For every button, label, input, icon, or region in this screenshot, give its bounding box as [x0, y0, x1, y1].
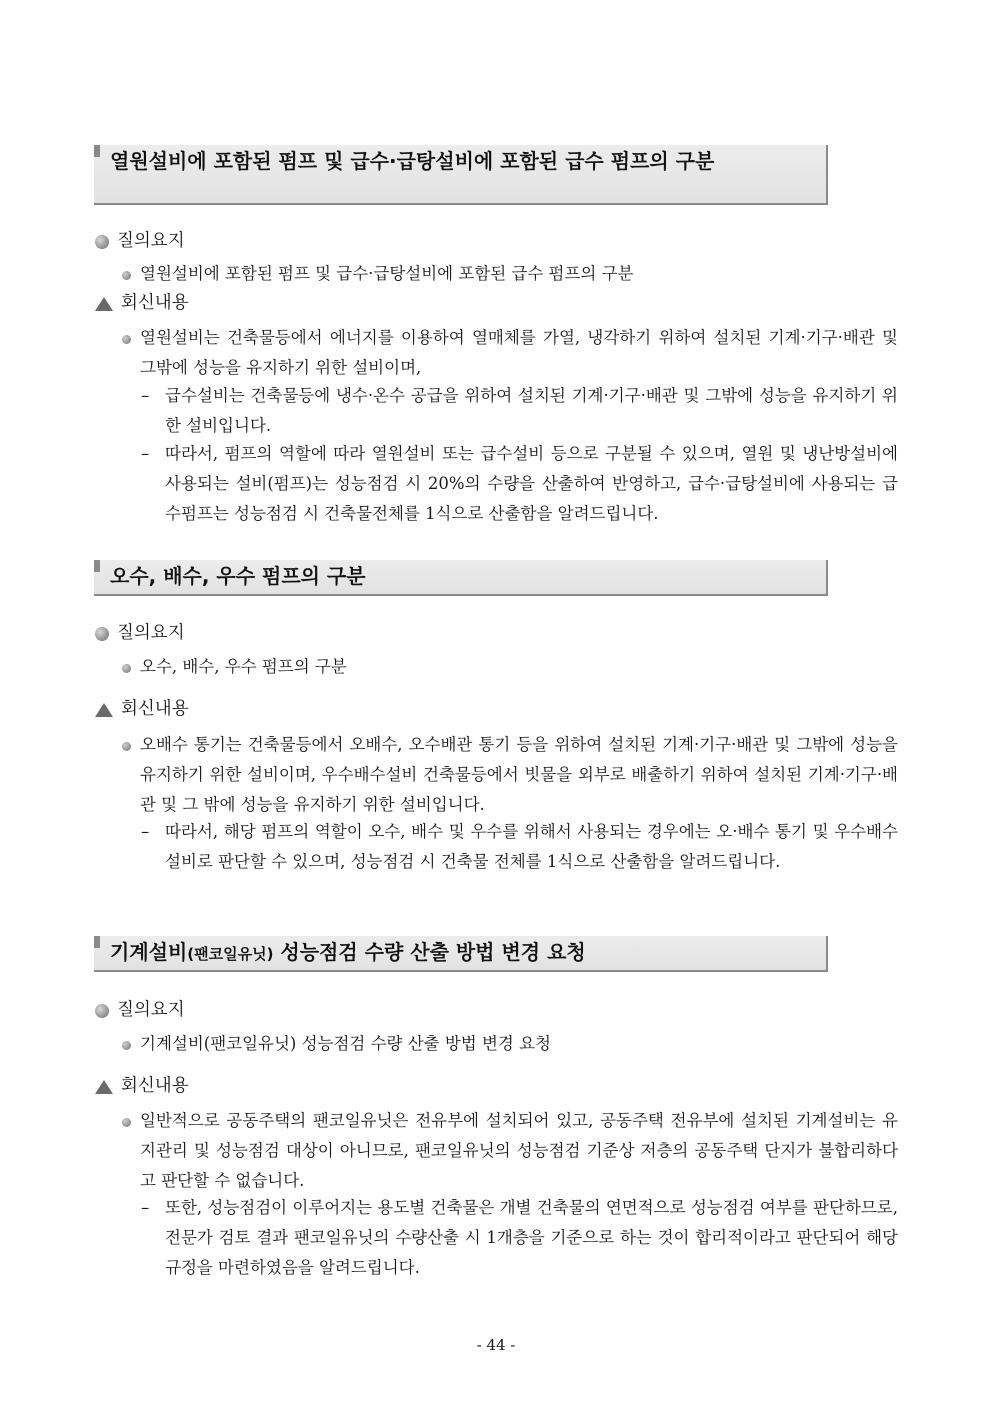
dash-mark: –: [141, 386, 150, 405]
answer-main: 열원설비는 건축물등에서 에너지를 이용하여 열매체를 가열, 냉각하기 위하여 설치된 기계·기구·배관 및 그밖에 성능을 유지하기 위한 설비이며,: [140, 323, 898, 383]
answer-sub: – 또한, 성능점검이 이루어지는 용도별 건축물은 개별 건축물의 연면적으로 성능점검 여부를 판단하므로, 전문가 검토 결과 팬코일유닛의 수량산출 시 1개층을 기준으로 하는 것이 합리적이라고 판단되어 해당 규정을 마련하였음을 알려드립니다.: [165, 1193, 898, 1283]
title-marker-icon: [94, 145, 100, 157]
title-marker-icon: [94, 936, 100, 948]
answer-triangle-icon: [95, 703, 113, 717]
bullet-dot-icon: [122, 1041, 131, 1050]
answer-heading: 회신내용: [95, 291, 189, 315]
answer-heading: 회신내용: [95, 697, 189, 721]
answer-sub: – 따라서, 펌프의 역할에 따라 열원설비 또는 급수설비 등으로 구분될 수 있으며, 열원 및 냉난방설비에 사용되는 설비(펌프)는 성능점검 시 20%의 수량을 산출하여 반영하고, 급수·급탕설비에 사용되는 급수펌프는 성능점검 시 건축물전체를 1식으로 산출함을 알려드립니다.: [165, 439, 898, 529]
answer-sub: – 급수설비는 건축물등에 냉수·온수 공급을 위하여 설치된 기계·기구·배관 및 그밖에 성능을 유지하기 위한 설비입니다.: [165, 381, 898, 441]
bullet-dot-icon: [122, 271, 131, 280]
section-title: 열원설비에 포함된 펌프 및 급수·급탕설비에 포함된 급수 펌프의 구분: [110, 149, 715, 173]
section-title: 오수, 배수, 우수 펌프의 구분: [110, 564, 366, 588]
page-number: - 44 -: [476, 1336, 516, 1354]
query-ball-icon: [95, 1004, 109, 1018]
answer-main: 오배수 통기는 건축물등에서 오배수, 오수배관 통기 등을 위하여 설치된 기계·기구·배관 및 그밖에 성능을 유지하기 위한 설비이며, 우수배수설비 건축물등에서 빗물을 외부로 배출하기 위하여 설치된 기계·기구·배관 및 그 밖에 성능을 유지하기 위한 설비입니다.: [140, 730, 898, 820]
title-marker-icon: [94, 560, 100, 572]
section-title-box: [94, 145, 828, 205]
bullet-dot-icon: [122, 742, 131, 751]
answer-heading: 회신내용: [95, 1074, 189, 1098]
dash-mark: –: [141, 444, 150, 463]
dash-mark: –: [141, 1198, 150, 1217]
section-title-box: [94, 936, 828, 972]
query-ball-icon: [95, 627, 109, 641]
query-ball-icon: [95, 235, 109, 249]
bullet-dot-icon: [122, 335, 131, 344]
answer-sub: – 따라서, 해당 펌프의 역할이 오수, 배수 및 우수를 위해서 사용되는 경우에는 오·배수 통기 및 우수배수 설비로 판단할 수 있으며, 성능점검 시 건축물 전체를 1식으로 산출함을 알려드립니다.: [165, 817, 898, 877]
section-title-box: [94, 560, 828, 596]
query-heading: 질의요지: [95, 621, 185, 645]
query-text: 기계설비(팬코일유닛) 성능점검 수량 산출 방법 변경 요청: [140, 1029, 898, 1059]
query-text: 열원설비에 포함된 펌프 및 급수·급탕설비에 포함된 급수 펌프의 구분: [140, 259, 898, 289]
dash-mark: –: [141, 822, 150, 841]
bullet-dot-icon: [122, 664, 131, 673]
answer-main: 일반적으로 공동주택의 팬코일유닛은 전유부에 설치되어 있고, 공동주택 전유부에 설치된 기계설비는 유지관리 및 성능점검 대상이 아니므로, 팬코일유닛의 성능점검 기준상 저층의 공동주택 단지가 불합리하다고 판단할 수 없습니다.: [140, 1106, 898, 1196]
answer-triangle-icon: [95, 297, 113, 311]
section-title: 기계설비(팬코일유닛) 성능점검 수량 산출 방법 변경 요청: [110, 940, 586, 964]
bullet-dot-icon: [122, 1118, 131, 1127]
query-heading: 질의요지: [95, 998, 185, 1022]
query-heading: 질의요지: [95, 229, 185, 253]
query-text: 오수, 배수, 우수 펌프의 구분: [140, 652, 898, 682]
answer-triangle-icon: [95, 1080, 113, 1094]
